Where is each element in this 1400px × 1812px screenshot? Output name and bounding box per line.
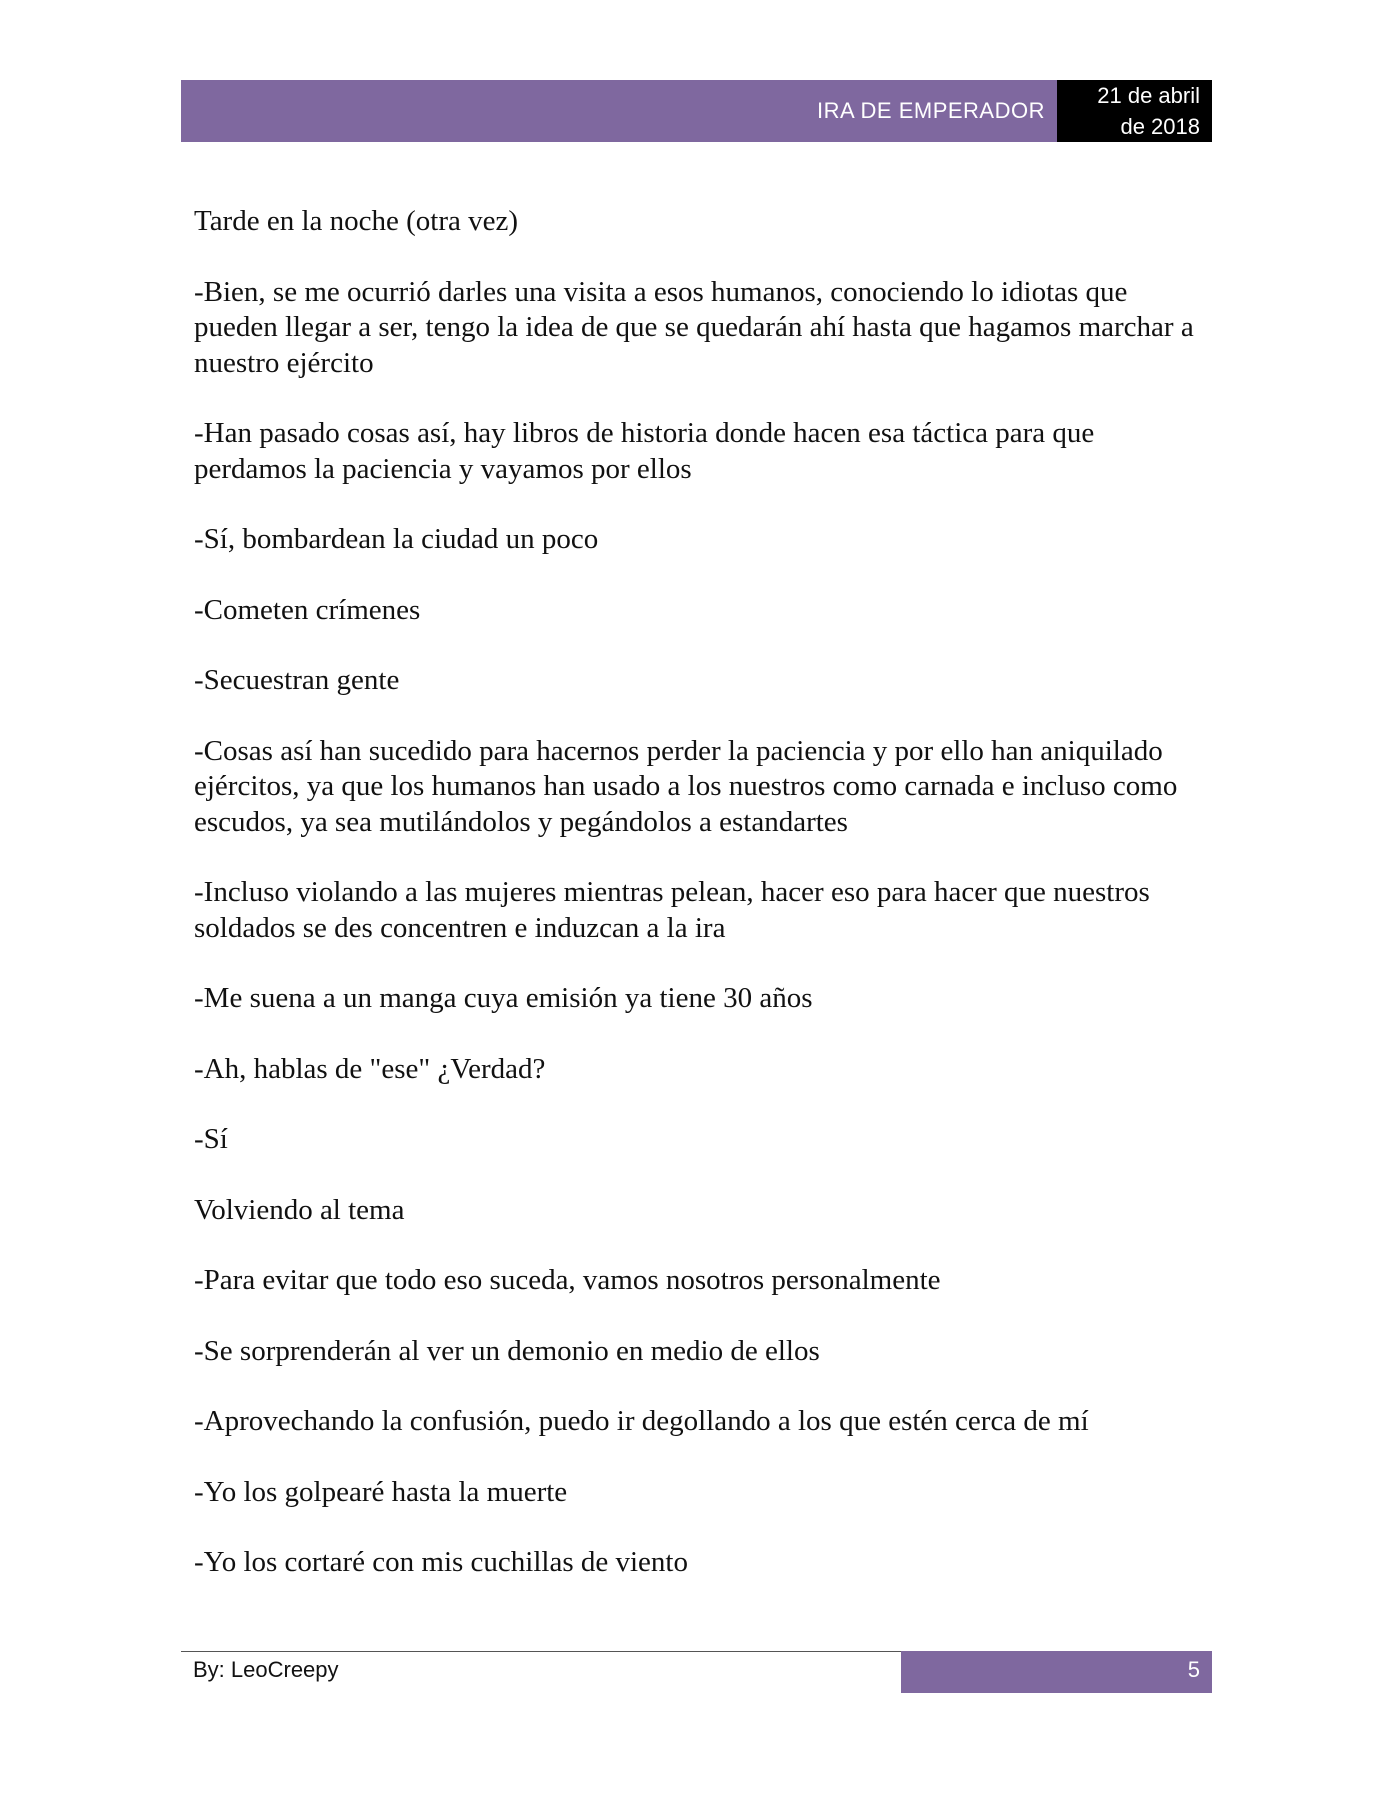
paragraph: -Ah, hablas de "ese" ¿Verdad? [194, 1052, 546, 1085]
paragraph: -Incluso violando a las mujeres mientras pelean, hacer eso para hacer que nuestros soldados se des concentren e induzcan a la ira [194, 876, 1150, 944]
paragraph: -Aprovechando la confusión, puedo ir degollando a los que estén cerca de mí [194, 1405, 1089, 1437]
paragraph: -Bien, se me ocurrió darles una visita a esos humanos, conociendo lo idiotas que pueden llegar a ser, tengo la idea de que se quedarán ahí hasta que hagamos marchar a nuestro ejército [194, 275, 1194, 379]
footer-divider [181, 1651, 901, 1652]
paragraph: -Para evitar que todo eso suceda, vamos nosotros personalmente [194, 1264, 941, 1296]
paragraph: -Cometen crímenes [194, 593, 421, 626]
paragraph: -Secuestran gente [194, 664, 400, 696]
paragraph: -Sí, bombardean la ciudad un poco [194, 523, 599, 555]
page-footer [181, 1651, 1212, 1693]
paragraph: -Me suena a un manga cuya emisión ya tiene 30 años [194, 982, 813, 1014]
page-number: 5 [1187, 1657, 1200, 1682]
header-title-bar [181, 80, 1057, 142]
header-date-line1: 21 de abril [1097, 83, 1200, 108]
footer-page-bar [901, 1651, 1212, 1693]
paragraph: -Sí [194, 1123, 228, 1155]
paragraph: -Cosas así han sucedido para hacernos perder la paciencia y por ello han aniquilado ejércitos, ya que los humanos han usado a los nuestros como carnada e incluso como escudos, ya sea mutilándolos y pegándolos a estandartes [194, 734, 1178, 838]
document-body [194, 204, 1204, 1616]
header-date [1057, 80, 1212, 142]
paragraph: -Yo los golpearé hasta la muerte [194, 1475, 568, 1508]
paragraph: Tarde en la noche (otra vez) [194, 205, 519, 237]
header-date-line2: de 2018 [1120, 114, 1200, 139]
footer-author: By: LeoCreepy [193, 1657, 339, 1682]
document-title: IRA DE EMPERADOR [816, 98, 1045, 123]
paragraph: -Yo los cortaré con mis cuchillas de viento [194, 1546, 688, 1578]
paragraph: -Se sorprenderán al ver un demonio en medio de ellos [194, 1334, 820, 1367]
page-header [181, 80, 1212, 142]
paragraph: -Han pasado cosas así, hay libros de historia donde hacen esa táctica para que perdamos la paciencia y vayamos por ellos [194, 417, 1095, 485]
paragraph: Volviendo al tema [194, 1193, 405, 1226]
